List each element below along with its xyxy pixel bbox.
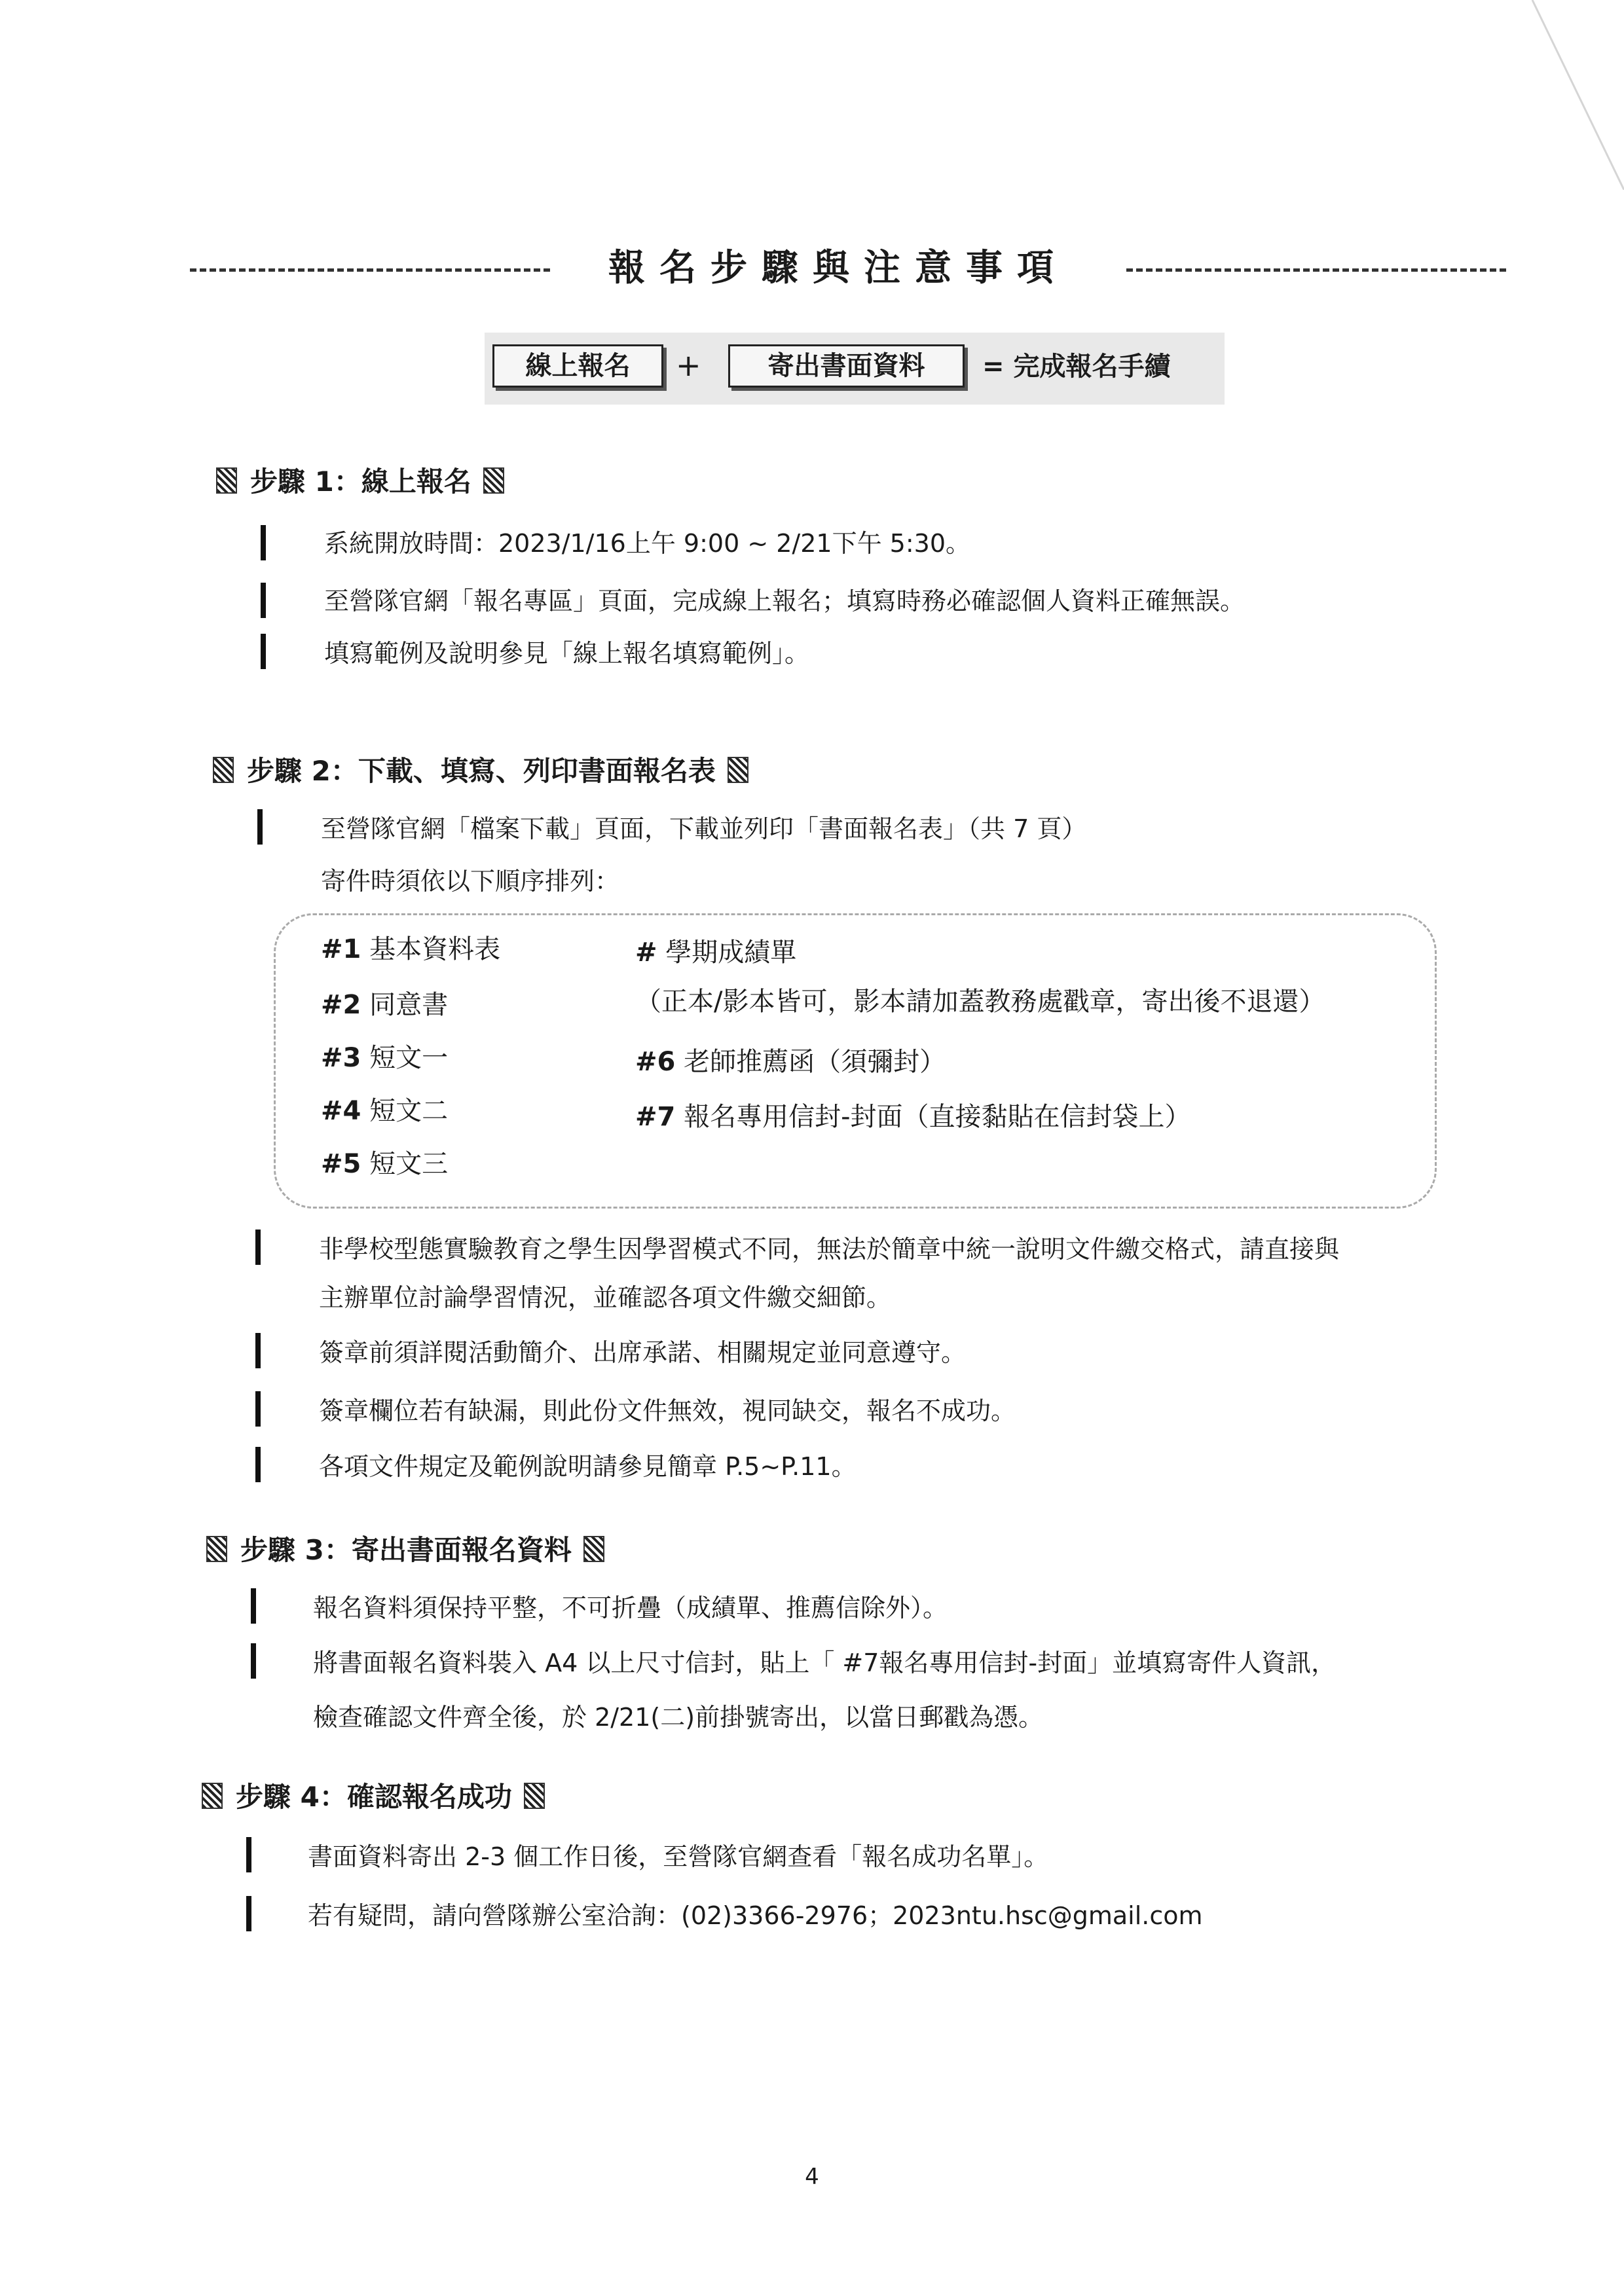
step1-item: 系統開放時間：2023/1/16上午 9:00 ~ 2/21下午 5:30。 [324, 529, 970, 558]
step2-note: 簽章前須詳閱活動簡介、出席承諾、相關規定並同意遵守。 [319, 1338, 967, 1367]
document-list-item: #5 短文三 [321, 1149, 449, 1179]
step3-item: 報名資料須保持平整，不可折疊（成績單、推薦信除外）。 [313, 1594, 948, 1622]
bullet-bar-icon [251, 1643, 256, 1679]
bullet-bar-icon [251, 1588, 256, 1624]
step1-heading: 步驟 1：線上報名 [216, 462, 504, 501]
hatched-square-icon [483, 467, 504, 494]
step4-item: 書面資料寄出 2-3 個工作日後，至營隊官網查看「報名成功名單」。 [308, 1842, 1049, 1871]
step3-heading: 步驟 3：寄出書面報名資料 [206, 1531, 604, 1570]
bullet-bar-icon [246, 1837, 251, 1872]
document-list-item: #4 短文二 [321, 1096, 449, 1126]
registration-formula [485, 333, 1225, 405]
step1-item: 填寫範例及說明參見「線上報名填寫範例」。 [324, 639, 810, 668]
title-row [0, 236, 1624, 301]
bullet-bar-icon [261, 583, 266, 618]
page-number: 4 [805, 2164, 819, 2190]
bullet-bar-icon [255, 1447, 261, 1482]
step2-note: 主辦單位討論學習情況，並確認各項文件繳交細節。 [319, 1283, 892, 1312]
step4-item: 若有疑問，請向營隊辦公室洽詢：(02)3366-2976；2023ntu.hsc@gmail.com [308, 1901, 1203, 1930]
hatched-square-icon [216, 467, 237, 494]
step2-note: 各項文件規定及範例說明請參見簡章 P.5~P.11。 [319, 1452, 857, 1481]
document-list-item: #3 短文一 [321, 1043, 449, 1073]
step2-note: 非學校型態實驗教育之學生因學習模式不同，無法於簡章中統一說明文件繳交格式，請直接與 [319, 1235, 1340, 1264]
step1-item: 至營隊官網「報名專區」頁面，完成線上報名；填寫時務必確認個人資料正確無誤。 [324, 587, 1246, 615]
hatched-square-icon [202, 1783, 223, 1809]
bullet-bar-icon [255, 1391, 261, 1427]
formula-mail-box: 寄出書面資料 [728, 344, 965, 388]
bullet-bar-icon [255, 1333, 261, 1368]
hatched-square-icon [583, 1536, 604, 1562]
document-transcript-note: （正本/影本皆可，影本請加蓋教務處戳章，寄出後不退還） [635, 987, 1325, 1017]
document-recommendation: #6 老師推薦函（須彌封） [635, 1047, 946, 1077]
formula-online-box: 線上報名 [492, 344, 663, 388]
document-envelope-cover: #7 報名專用信封-封面（直接黏貼在信封袋上） [635, 1102, 1191, 1132]
step3-item: 將書面報名資料裝入 A4 以上尺寸信封，貼上「 #7報名專用信封-封面」並填寫寄件人資訊， [313, 1649, 1337, 1677]
bullet-bar-icon [257, 809, 263, 845]
bullet-bar-icon [246, 1896, 251, 1931]
bullet-bar-icon [261, 634, 266, 669]
formula-result: = 完成報名手續 [982, 352, 1171, 382]
title-dash-right [1126, 268, 1506, 272]
title-dash-left [190, 268, 550, 272]
bullet-bar-icon [255, 1230, 261, 1265]
page-title: 報名步驟與注意事項 [608, 247, 1068, 289]
bullet-bar-icon [261, 525, 266, 560]
step4-heading: 步驟 4：確認報名成功 [202, 1777, 545, 1817]
scan-corner-artifact [1467, 0, 1624, 190]
hatched-square-icon [524, 1783, 545, 1809]
step2-note: 簽章欄位若有缺漏，則此份文件無效，視同缺交，報名不成功。 [319, 1396, 1016, 1425]
hatched-square-icon [213, 757, 234, 783]
step2-order-note: 寄件時須依以下順序排列： [321, 867, 620, 896]
document-list-item: #2 同意書 [321, 990, 449, 1020]
step2-heading: 步驟 2：下載、填寫、列印書面報名表 [213, 752, 748, 791]
step2-intro: 至營隊官網「檔案下載」頁面，下載並列印「書面報名表」（共 7 頁） [321, 814, 1087, 843]
hatched-square-icon [206, 1536, 227, 1562]
document-transcript: # 學期成績單 [635, 938, 797, 968]
formula-plus: + [676, 348, 701, 383]
hatched-square-icon [728, 757, 748, 783]
document-list-item: #1 基本資料表 [321, 934, 501, 964]
step3-item: 檢查確認文件齊全後，於 2/21(二)前掛號寄出，以當日郵戳為憑。 [313, 1703, 1044, 1732]
